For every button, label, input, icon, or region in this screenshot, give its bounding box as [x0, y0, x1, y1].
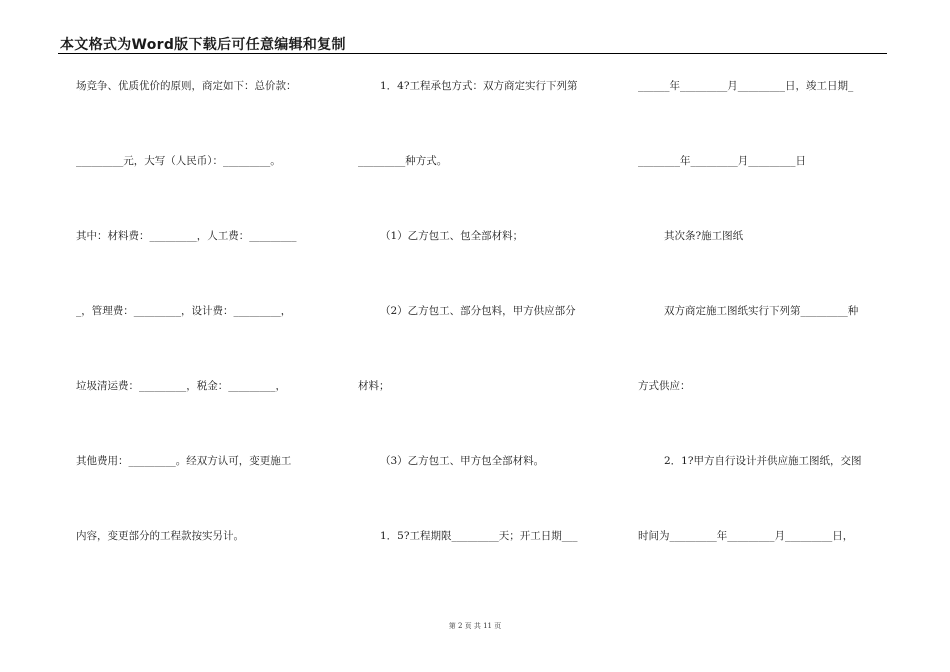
text-line: 1．5?工程期限_________天；开工日期___: [380, 530, 578, 542]
text-line: _________种方式。: [358, 155, 448, 167]
text-line: 材料；: [358, 380, 390, 392]
text-line: （1）乙方包工、包全部材料；: [380, 230, 524, 242]
text-line: 2．1?甲方自行设计并供应施工图纸，交图: [664, 455, 862, 467]
text-line: 场竞争、优质优价的原则，商定如下：总价款：: [76, 80, 297, 92]
text-line: （2）乙方包工、部分包料，甲方供应部分: [380, 305, 576, 317]
text-line: 双方商定施工图纸实行下列第_________种: [664, 305, 859, 317]
text-line: 其中：材料费：_________，人工费：_________: [76, 230, 297, 242]
text-line: 1．4?工程承包方式：双方商定实行下列第: [380, 80, 578, 92]
page-number: 第 2 页 共 11 页: [448, 622, 502, 630]
text-line: 方式供应：: [638, 380, 691, 392]
text-line: _，管理费：_________，设计费：_________，: [76, 305, 292, 317]
text-column-1: [76, 0, 346, 672]
text-line: _________元，大写（人民币）：_________。: [76, 155, 281, 167]
text-column-2: [358, 0, 628, 672]
text-line: 其次条?施工图纸: [664, 230, 744, 242]
text-line: ______年_________月_________日，竣工日期_: [638, 80, 854, 92]
text-line: （3）乙方包工、甲方包全部材料。: [380, 455, 545, 467]
text-line: 内容，变更部分的工程款按实另计。: [76, 530, 244, 542]
text-line: 其他费用：_________。经双方认可，变更施工: [76, 455, 292, 467]
text-line: 垃圾清运费：_________，税金：_________，: [76, 380, 286, 392]
text-line: ________年_________月_________日: [638, 155, 806, 167]
header-title: 本文格式为Word版下载后可任意编辑和复制: [60, 37, 346, 53]
text-column-3: [638, 0, 908, 672]
text-line: 时间为_________年_________月_________日，: [638, 530, 854, 542]
